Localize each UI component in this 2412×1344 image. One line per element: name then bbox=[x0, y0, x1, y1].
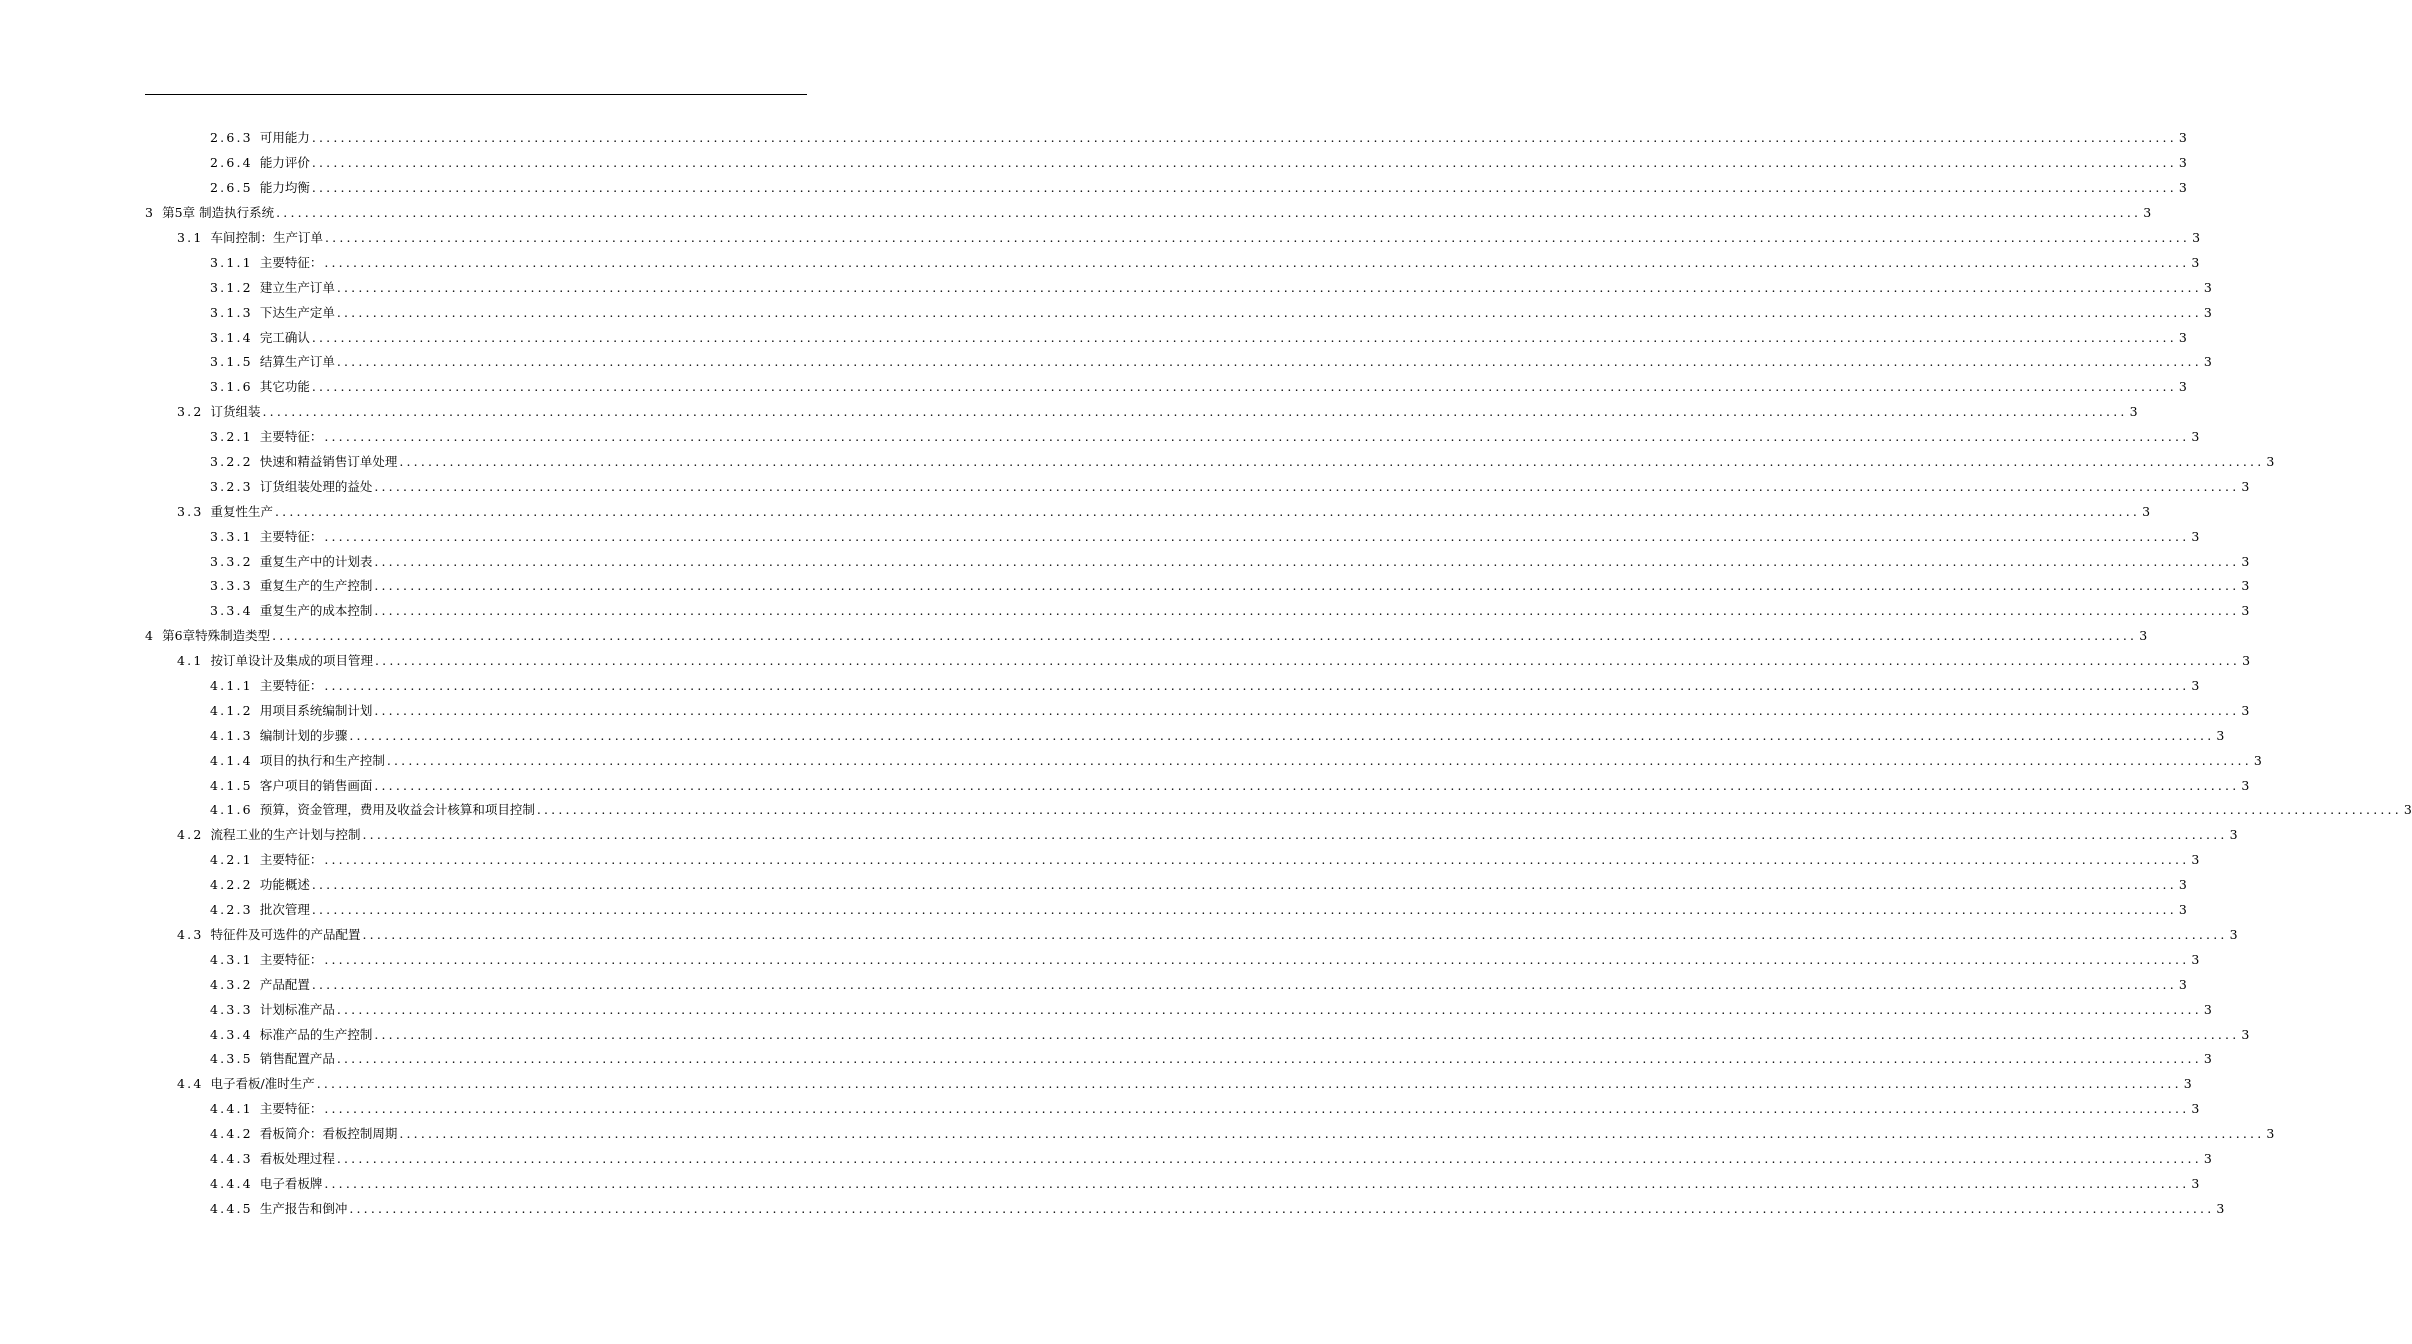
toc-entry[interactable] bbox=[0, 947, 2200, 972]
toc-entry-page-number: 3 bbox=[2191, 1175, 2200, 1191]
toc-entry[interactable] bbox=[0, 1097, 2200, 1122]
toc-entry-number: 3.1 bbox=[177, 230, 204, 245]
toc-dot-leader: .................................................................................................................................................................................................................................................................... bbox=[336, 304, 2202, 320]
toc-entry-title: 客户项目的销售画面 bbox=[259, 777, 373, 793]
toc-entry-number: 3.3.2 bbox=[210, 553, 253, 569]
toc-entry-page-number: 3 bbox=[2241, 553, 2250, 569]
toc-entry-page-number: 3 bbox=[2192, 230, 2201, 245]
toc-entry-number: 4.4.4 bbox=[210, 1175, 253, 1191]
toc-entry-number: 3.1.6 bbox=[210, 379, 253, 395]
toc-entry-page-number: 3 bbox=[2191, 528, 2200, 544]
toc-dot-leader: .................................................................................................................................................................................................................................................................... bbox=[325, 230, 2191, 245]
toc-entry-title: 重复性生产 bbox=[210, 503, 273, 519]
toc-dot-leader: .................................................................................................................................................................................................................................................................... bbox=[362, 926, 2228, 942]
toc-entry[interactable] bbox=[0, 176, 2187, 201]
toc-entry-number: 4.3.4 bbox=[210, 1026, 253, 1042]
toc-entry-title: 结算生产订单 bbox=[259, 354, 335, 370]
toc-entry-number: 3.2.3 bbox=[210, 478, 253, 494]
toc-entry[interactable] bbox=[0, 773, 2250, 798]
toc-dot-leader: .................................................................................................................................................................................................................................................................... bbox=[374, 553, 2240, 569]
toc-entry-number: 4.3.1 bbox=[210, 951, 253, 967]
toc-entry-title: 销售配置产品 bbox=[259, 1051, 335, 1067]
toc-entry-page-number: 3 bbox=[2203, 1150, 2212, 1166]
toc-dot-leader: .................................................................................................................................................................................................................................................................... bbox=[311, 976, 2177, 992]
toc-entry-number: 3.1.3 bbox=[210, 304, 253, 320]
toc-entry[interactable] bbox=[0, 873, 2187, 898]
toc-entry-number: 4.4.1 bbox=[210, 1101, 253, 1117]
toc-dot-leader: .................................................................................................................................................................................................................................................................... bbox=[311, 130, 2177, 146]
toc-entry-number: 2.6.3 bbox=[210, 130, 253, 146]
toc-dot-leader: .................................................................................................................................................................................................................................................................... bbox=[324, 852, 2190, 868]
toc-entry-title: 完工确认 bbox=[259, 329, 310, 345]
toc-entry-number: 4.3.5 bbox=[210, 1051, 253, 1067]
toc-dot-leader: .................................................................................................................................................................................................................................................................... bbox=[349, 727, 2215, 743]
toc-entry-number: 4.2.1 bbox=[210, 852, 253, 868]
toc-entry[interactable] bbox=[0, 474, 2250, 499]
toc-entry-number: 4.1.4 bbox=[210, 752, 253, 768]
toc-entry-title: 其它功能 bbox=[259, 379, 310, 395]
toc-entry-page-number: 3 bbox=[2191, 429, 2200, 445]
toc-entry-number: 4.2.2 bbox=[210, 877, 253, 893]
toc-dot-leader: .................................................................................................................................................................................................................................................................... bbox=[324, 678, 2190, 694]
toc-dot-leader: .................................................................................................................................................................................................................................................................... bbox=[386, 752, 2252, 768]
toc-entry-number: 4.2.3 bbox=[210, 902, 253, 918]
toc-entry-number: 4.3 bbox=[177, 926, 204, 942]
toc-entry-page-number: 3 bbox=[2266, 454, 2275, 470]
toc-entry[interactable] bbox=[0, 1072, 2192, 1097]
toc-entry-title: 电子看板牌 bbox=[259, 1175, 323, 1191]
toc-entry-number: 4.1.1 bbox=[210, 678, 253, 694]
toc-entry-title: 主要特征： bbox=[259, 528, 323, 544]
toc-entry-number: 4.3.3 bbox=[210, 1001, 253, 1017]
toc-entry[interactable] bbox=[0, 997, 2212, 1022]
toc-entry-title: 重复生产的生产控制 bbox=[259, 578, 373, 594]
toc-entry[interactable] bbox=[0, 898, 2187, 923]
toc-entry-page-number: 3 bbox=[2203, 1051, 2212, 1067]
toc-entry-page-number: 3 bbox=[2216, 727, 2225, 743]
toc-entry[interactable] bbox=[0, 549, 2250, 574]
toc-entry-title: 生产报告和倒冲 bbox=[259, 1200, 348, 1216]
toc-dot-leader: .................................................................................................................................................................................................................................................................... bbox=[362, 827, 2228, 843]
toc-dot-leader: .................................................................................................................................................................................................................................................................... bbox=[324, 254, 2190, 270]
toc-entry-title: 产品配置 bbox=[259, 976, 310, 992]
toc-entry[interactable] bbox=[0, 450, 2275, 475]
toc-entry-number: 3.1.5 bbox=[210, 354, 253, 370]
toc-entry-page-number: 3 bbox=[2229, 827, 2238, 843]
toc-dot-leader: .................................................................................................................................................................................................................................................................... bbox=[311, 155, 2177, 171]
toc-entry-number: 4.4.3 bbox=[210, 1150, 253, 1166]
toc-entry-title: 看板处理过程 bbox=[259, 1150, 335, 1166]
toc-dot-leader: .................................................................................................................................................................................................................................................................... bbox=[374, 478, 2240, 494]
toc-entry-page-number: 3 bbox=[2242, 653, 2251, 669]
toc-entry-number: 4.1 bbox=[177, 653, 204, 669]
toc-entry-page-number: 3 bbox=[2129, 404, 2138, 420]
toc-dot-leader: .................................................................................................................................................................................................................................................................... bbox=[324, 429, 2190, 445]
toc-entry[interactable] bbox=[0, 250, 2200, 275]
toc-entry-number: 4.4 bbox=[177, 1076, 204, 1092]
toc-entry-title: 主要特征： bbox=[259, 1101, 323, 1117]
toc-entry[interactable] bbox=[0, 599, 2250, 624]
toc-entry[interactable] bbox=[0, 201, 2152, 226]
toc-entry-page-number: 3 bbox=[2178, 329, 2187, 345]
toc-dot-leader: .................................................................................................................................................................................................................................................................... bbox=[374, 603, 2240, 619]
toc-dot-leader: .................................................................................................................................................................................................................................................................... bbox=[336, 354, 2202, 370]
toc-entry[interactable] bbox=[0, 1147, 2212, 1172]
toc-entry-number: 3.1.4 bbox=[210, 329, 253, 345]
toc-entry-title: 能力评价 bbox=[259, 155, 310, 171]
toc-entry-page-number: 3 bbox=[2203, 304, 2212, 320]
toc-entry[interactable] bbox=[0, 1047, 2212, 1072]
toc-entry-title: 第6章特殊制造类型 bbox=[162, 628, 271, 644]
toc-entry[interactable] bbox=[0, 823, 2238, 848]
toc-entry[interactable] bbox=[0, 1171, 2200, 1196]
toc-dot-leader: .................................................................................................................................................................................................................................................................... bbox=[324, 528, 2190, 544]
toc-entry-title: 主要特征： bbox=[259, 852, 323, 868]
toc-entry-page-number: 3 bbox=[2183, 1076, 2192, 1092]
toc-entry-page-number: 3 bbox=[2142, 503, 2151, 519]
toc-entry-page-number: 3 bbox=[2203, 1001, 2212, 1017]
toc-dot-leader: .................................................................................................................................................................................................................................................................... bbox=[311, 902, 2177, 918]
toc-entry-title: 建立生产订单 bbox=[259, 279, 335, 295]
toc-entry[interactable] bbox=[0, 400, 2138, 425]
toc-entry-page-number: 3 bbox=[2143, 205, 2152, 221]
toc-entry-page-number: 3 bbox=[2216, 1200, 2225, 1216]
toc-entry-title: 特征件及可选件的产品配置 bbox=[210, 926, 361, 942]
toc-entry-number: 3.3 bbox=[177, 503, 204, 519]
toc-entry-title: 主要特征： bbox=[259, 678, 323, 694]
toc-entry-page-number: 3 bbox=[2241, 777, 2250, 793]
toc-entry-title: 订货组装 bbox=[210, 404, 261, 420]
toc-entry-number: 3.2.1 bbox=[210, 429, 253, 445]
toc-dot-leader: .................................................................................................................................................................................................................................................................... bbox=[374, 702, 2240, 718]
toc-entry-number: 3.2 bbox=[177, 404, 204, 420]
toc-entry-title: 预算，资金管理，费用及收益会计核算和项目控制 bbox=[259, 802, 535, 818]
toc-entry-number: 4.1.2 bbox=[210, 702, 253, 718]
toc-dot-leader: .................................................................................................................................................................................................................................................................... bbox=[262, 404, 2128, 420]
toc-dot-leader: .................................................................................................................................................................................................................................................................... bbox=[316, 1076, 2182, 1092]
toc-entry-page-number: 3 bbox=[2178, 379, 2187, 395]
toc-entry-number: 4.1.5 bbox=[210, 777, 253, 793]
toc-entry[interactable] bbox=[0, 524, 2200, 549]
toc-entry-page-number: 3 bbox=[2191, 951, 2200, 967]
toc-entry-number: 3.1.2 bbox=[210, 279, 253, 295]
toc-entry-number: 4.1.3 bbox=[210, 727, 253, 743]
toc-entry-page-number: 3 bbox=[2178, 976, 2187, 992]
toc-entry-page-number: 3 bbox=[2229, 926, 2238, 942]
toc-entry[interactable] bbox=[0, 151, 2187, 176]
toc-entry-title: 车间控制：生产订单 bbox=[210, 230, 323, 245]
toc-entry[interactable] bbox=[0, 848, 2200, 873]
toc-entry-title: 第5章 制造执行系统 bbox=[162, 205, 275, 221]
toc-dot-leader: .................................................................................................................................................................................................................................................................... bbox=[311, 379, 2177, 395]
toc-entry[interactable] bbox=[0, 325, 2187, 350]
toc-dot-leader: .................................................................................................................................................................................................................................................................... bbox=[399, 1126, 2265, 1142]
toc-entry-number: 4.4.5 bbox=[210, 1200, 253, 1216]
toc-entry-title: 主要特征： bbox=[259, 254, 323, 270]
toc-entry-number: 2.6.5 bbox=[210, 180, 253, 196]
toc-dot-leader: .................................................................................................................................................................................................................................................................... bbox=[536, 802, 2402, 818]
toc-entry-page-number: 3 bbox=[2203, 279, 2212, 295]
toc-entry[interactable] bbox=[0, 748, 2262, 773]
toc-entry-page-number: 3 bbox=[2266, 1126, 2275, 1142]
toc-entry-title: 重复生产的成本控制 bbox=[259, 603, 373, 619]
toc-entry-number: 4.2 bbox=[177, 827, 204, 843]
toc-entry-page-number: 3 bbox=[2191, 678, 2200, 694]
toc-entry[interactable] bbox=[0, 350, 2212, 375]
toc-entry-number: 3.3.4 bbox=[210, 603, 253, 619]
toc-entry-page-number: 3 bbox=[2241, 578, 2250, 594]
toc-entry-number: 3 bbox=[145, 205, 156, 221]
toc-entry[interactable] bbox=[0, 923, 2238, 948]
toc-entry[interactable] bbox=[0, 649, 2251, 674]
toc-entry[interactable] bbox=[0, 574, 2250, 599]
toc-dot-leader: .................................................................................................................................................................................................................................................................... bbox=[375, 653, 2241, 669]
toc-entry[interactable] bbox=[0, 126, 2187, 151]
toc-dot-leader: .................................................................................................................................................................................................................................................................... bbox=[275, 503, 2141, 519]
toc-entry[interactable] bbox=[0, 1022, 2250, 1047]
toc-entry-title: 能力均衡 bbox=[259, 180, 310, 196]
toc-entry-number: 3.2.2 bbox=[210, 454, 253, 470]
toc-dot-leader: .................................................................................................................................................................................................................................................................... bbox=[374, 578, 2240, 594]
toc-entry-number: 2.6.4 bbox=[210, 155, 253, 171]
toc-entry[interactable] bbox=[0, 723, 2225, 748]
toc-entry-number: 4.4.2 bbox=[210, 1126, 253, 1142]
toc-entry-page-number: 3 bbox=[2241, 1026, 2250, 1042]
toc-dot-leader: .................................................................................................................................................................................................................................................................... bbox=[324, 1175, 2190, 1191]
toc-entry[interactable] bbox=[0, 425, 2200, 450]
toc-entry[interactable] bbox=[0, 375, 2187, 400]
toc-entry-number: 3.3.1 bbox=[210, 528, 253, 544]
toc-dot-leader: .................................................................................................................................................................................................................................................................... bbox=[311, 180, 2177, 196]
toc-entry[interactable] bbox=[0, 698, 2250, 723]
toc-dot-leader: .................................................................................................................................................................................................................................................................... bbox=[336, 1150, 2202, 1166]
toc-entry-title: 批次管理 bbox=[259, 902, 310, 918]
toc-entry-title: 用项目系统编制计划 bbox=[259, 702, 373, 718]
toc-entry-page-number: 3 bbox=[2139, 628, 2148, 644]
toc-entry-title: 可用能力 bbox=[259, 130, 310, 146]
toc-entry-page-number: 3 bbox=[2241, 702, 2250, 718]
toc-dot-leader: .................................................................................................................................................................................................................................................................... bbox=[324, 951, 2190, 967]
toc-entry-page-number: 3 bbox=[2241, 478, 2250, 494]
toc-dot-leader: .................................................................................................................................................................................................................................................................... bbox=[276, 205, 2142, 221]
toc-entry-number: 4.1.6 bbox=[210, 802, 253, 818]
toc-entry-title: 标准产品的生产控制 bbox=[259, 1026, 373, 1042]
header-rule bbox=[145, 94, 807, 95]
toc-entry-title: 按订单设计及集成的项目管理 bbox=[210, 653, 373, 669]
toc-entry-page-number: 3 bbox=[2241, 603, 2250, 619]
toc-entry-title: 功能概述 bbox=[259, 877, 310, 893]
toc-entry-title: 重复生产中的计划表 bbox=[259, 553, 373, 569]
toc-entry-number: 3.1.1 bbox=[210, 254, 253, 270]
toc-entry-title: 下达生产定单 bbox=[259, 304, 335, 320]
toc-entry[interactable] bbox=[0, 1196, 2225, 1221]
toc-entry[interactable] bbox=[0, 226, 2201, 251]
toc-entry-number: 3.3.3 bbox=[210, 578, 253, 594]
toc-dot-leader: .................................................................................................................................................................................................................................................................... bbox=[336, 279, 2202, 295]
toc-entry-page-number: 3 bbox=[2191, 1101, 2200, 1117]
toc-entry-title: 看板简介：看板控制周期 bbox=[259, 1126, 398, 1142]
toc-entry[interactable] bbox=[0, 798, 2412, 823]
toc-entry-page-number: 3 bbox=[2253, 752, 2262, 768]
toc-dot-leader: .................................................................................................................................................................................................................................................................... bbox=[374, 777, 2240, 793]
toc-entry-page-number: 3 bbox=[2178, 902, 2187, 918]
toc-entry-page-number: 3 bbox=[2191, 852, 2200, 868]
toc-entry-title: 编制计划的步骤 bbox=[259, 727, 348, 743]
toc-entry-page-number: 3 bbox=[2191, 254, 2200, 270]
toc-entry-number: 4.3.2 bbox=[210, 976, 253, 992]
table-of-contents bbox=[0, 126, 2412, 1221]
toc-entry[interactable] bbox=[0, 499, 2151, 524]
toc-dot-leader: .................................................................................................................................................................................................................................................................... bbox=[324, 1101, 2190, 1117]
toc-entry[interactable] bbox=[0, 300, 2212, 325]
toc-entry[interactable] bbox=[0, 674, 2200, 699]
toc-entry-page-number: 3 bbox=[2178, 130, 2187, 146]
toc-dot-leader: .................................................................................................................................................................................................................................................................... bbox=[311, 329, 2177, 345]
toc-entry-title: 订货组装处理的益处 bbox=[259, 478, 373, 494]
toc-entry-title: 电子看板/准时生产 bbox=[210, 1076, 315, 1092]
toc-entry[interactable] bbox=[0, 275, 2212, 300]
toc-entry-page-number: 3 bbox=[2203, 354, 2212, 370]
toc-entry-title: 快速和精益销售订单处理 bbox=[259, 454, 398, 470]
toc-dot-leader: .................................................................................................................................................................................................................................................................... bbox=[349, 1200, 2215, 1216]
toc-entry[interactable] bbox=[0, 1122, 2275, 1147]
toc-dot-leader: .................................................................................................................................................................................................................................................................... bbox=[311, 877, 2177, 893]
toc-entry[interactable] bbox=[0, 624, 2148, 649]
toc-entry-title: 主要特征： bbox=[259, 429, 323, 445]
toc-entry-title: 项目的执行和生产控制 bbox=[259, 752, 385, 768]
toc-entry-number: 4 bbox=[145, 628, 156, 644]
toc-dot-leader: .................................................................................................................................................................................................................................................................... bbox=[336, 1001, 2202, 1017]
toc-dot-leader: .................................................................................................................................................................................................................................................................... bbox=[374, 1026, 2240, 1042]
toc-entry-title: 计划标准产品 bbox=[259, 1001, 335, 1017]
toc-entry-title: 流程工业的生产计划与控制 bbox=[210, 827, 361, 843]
toc-entry-title: 主要特征： bbox=[259, 951, 323, 967]
toc-entry-page-number: 3 bbox=[2178, 155, 2187, 171]
toc-dot-leader: .................................................................................................................................................................................................................................................................... bbox=[336, 1051, 2202, 1067]
toc-entry-page-number: 3 bbox=[2178, 180, 2187, 196]
toc-entry-page-number: 3 bbox=[2178, 877, 2187, 893]
toc-entry[interactable] bbox=[0, 972, 2187, 997]
toc-dot-leader: .................................................................................................................................................................................................................................................................... bbox=[272, 628, 2138, 644]
toc-entry-page-number: 3 bbox=[2403, 802, 2412, 818]
toc-dot-leader: .................................................................................................................................................................................................................................................................... bbox=[399, 454, 2265, 470]
